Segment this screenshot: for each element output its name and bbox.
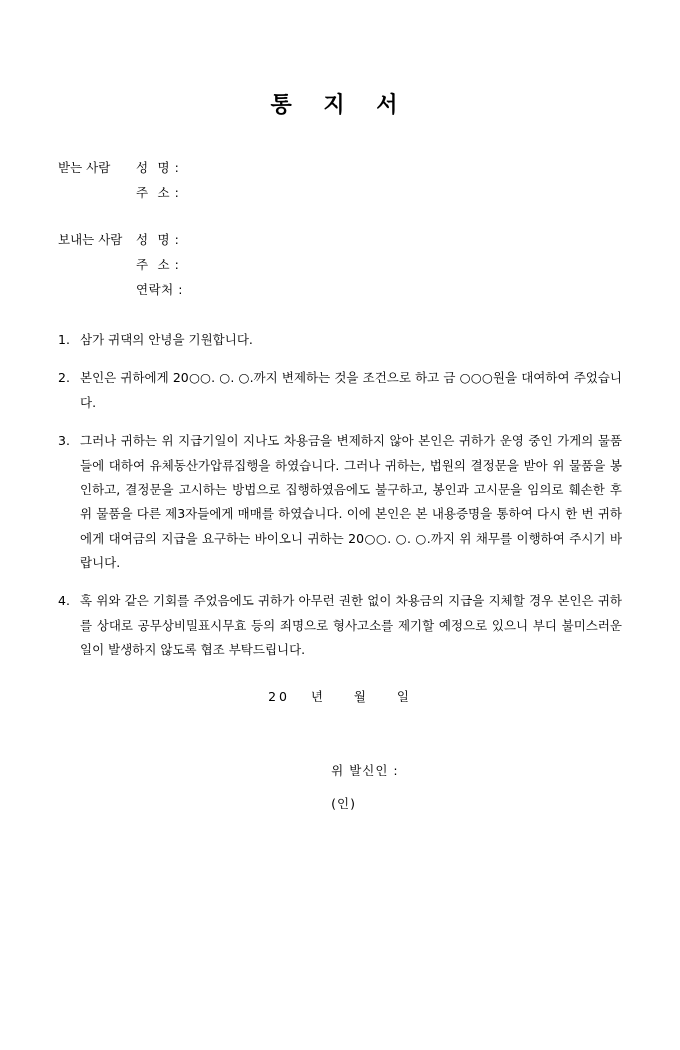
recipient-name-field: 성 명 : <box>136 160 180 175</box>
signature-label: 위 발신인 : <box>331 762 399 778</box>
document-page <box>0 88 680 1050</box>
clause-item <box>58 366 622 415</box>
sender-block <box>58 227 622 302</box>
clause-number: 1. <box>58 332 70 347</box>
clause-item <box>58 589 622 662</box>
sender-contact-row <box>58 277 622 302</box>
recipient-block <box>58 155 622 205</box>
sender-contact-field: 연락처 : <box>136 282 183 297</box>
recipient-address-row <box>58 180 622 205</box>
clause-item <box>58 429 622 575</box>
clause-text: 혹 위와 같은 기회를 주었음에도 귀하가 아무런 권한 없이 차용금의 지급을 지체할 경우 본인은 귀하를 상대로 공무상비밀표시무효 등의 죄명으로 형사고소를 제기할 예정으로 있으니 부디 불미스러운 일이 발생하지 않도록 협조 부탁드립니다. <box>80 593 622 658</box>
clause-text: 본인은 귀하에게 20○○. ○. ○.까지 변제하는 것을 조건으로 하고 금 ○○○원을 대여하여 주었습니다. <box>80 370 622 410</box>
signature-line <box>58 731 622 842</box>
recipient-label: 받는 사람 <box>58 160 111 175</box>
clause-number: 4. <box>58 593 70 609</box>
page-title: 통 지 서 <box>270 93 410 118</box>
recipient-address-field: 주 소 : <box>136 185 180 200</box>
date-line: 20 년 월 일 <box>268 688 412 704</box>
clause-item <box>58 328 622 352</box>
recipient-name-row <box>58 155 622 180</box>
sender-name-field: 성 명 : <box>136 232 180 247</box>
clause-text: 삼가 귀댁의 안녕을 기원합니다. <box>80 332 253 347</box>
clause-number: 3. <box>58 433 70 449</box>
clause-number: 2. <box>58 370 70 386</box>
clause-text: 그러나 귀하는 위 지급기일이 지나도 차용금을 변제하지 않아 본인은 귀하가 운영 중인 가게의 물품들에 대하여 유체동산가압류집행을 하였습니다. 그러나 귀하는, 법원의 결정문을 받아 위 물품을 봉인하고, 결정문을 고시하는 방법으로 집행하였음에도 불구하고, 봉인과 고시문을 임의로 훼손한 후 위 물품을 다른 제3자들에게 매매를 하였습니다. 이에 본인은 본 내용증명을 통하여 다시 한 번 귀하에게 대여금의 지급을 요구하는 바이오니 귀하는 20○○. ○. ○.까지 위 채무를 이행하여 주시기 바랍니다. <box>80 433 622 570</box>
signature-inner <box>301 746 398 827</box>
clause-list <box>58 328 622 663</box>
sender-label: 보내는 사람 <box>58 232 123 247</box>
seal-mark: (인) <box>331 795 356 811</box>
sender-address-row <box>58 252 622 277</box>
sender-address-field: 주 소 : <box>136 257 180 272</box>
sender-name-row <box>58 227 622 252</box>
